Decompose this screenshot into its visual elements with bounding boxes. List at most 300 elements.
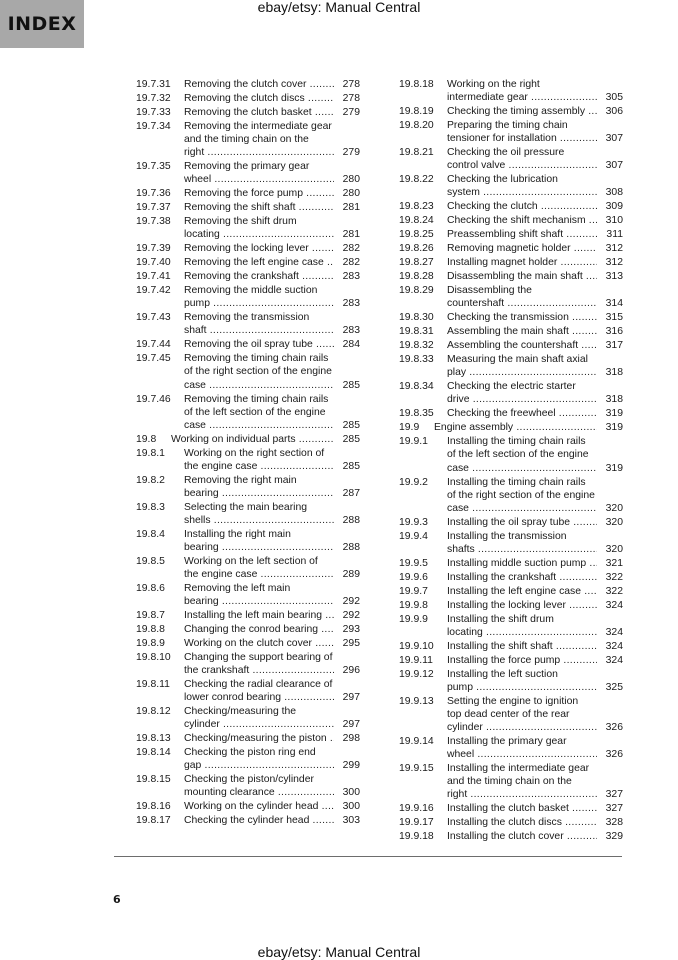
toc-entry-page: 312 [605, 257, 623, 269]
toc-entry-page: 283 [342, 271, 360, 283]
toc-entry-title-line: Checking the piston ring end [184, 747, 316, 759]
toc-entry-title-line: the crankshaft ..... [184, 664, 334, 677]
toc-entry [399, 353, 623, 379]
toc-entry-page: 322 [605, 571, 623, 583]
toc-entry-number: 19.8.11 [136, 679, 170, 691]
toc-entry-title-line: Checking the piston/cylinder [184, 774, 314, 786]
toc-entry [399, 571, 623, 584]
toc-entry-number: 19.7.35 [136, 161, 171, 173]
toc-entry [136, 501, 360, 527]
toc-entry-title-line: Installing the left main bearing ..... [184, 609, 334, 622]
toc-entry-page: 300 [342, 801, 360, 813]
toc-entry-title-line: case ..... [184, 419, 334, 432]
toc-entry-number: 19.7.32 [136, 92, 171, 104]
toc-entry-title-line: Removing the transmission [184, 312, 310, 324]
toc-entry-title-line: bearing ..... [184, 487, 334, 500]
toc-entry-page: 292 [342, 596, 360, 608]
toc-entry-number: 19.8.24 [399, 215, 434, 227]
toc-entry [136, 582, 360, 608]
toc-entry-title-line: locating ..... [447, 626, 597, 639]
toc-entry [136, 447, 360, 473]
toc-entry-page: 320 [605, 543, 623, 555]
toc-entry-number: 19.7.45 [136, 353, 171, 365]
toc-entry [399, 119, 623, 145]
toc-entry-title-line: intermediate gear ..... [447, 91, 597, 104]
toc-entry [136, 651, 360, 677]
toc-entry-number: 19.8.16 [136, 801, 171, 813]
toc-entry-title-line: Checking the shift mechanism ..... [447, 214, 597, 227]
toc-entry-page: 313 [605, 271, 623, 283]
toc-entry-page: 320 [605, 502, 623, 514]
toc-entry-title-line: of the left section of the engine [447, 449, 589, 461]
toc-entry [399, 735, 623, 761]
toc-entry-title-line: Removing the locking lever ..... [184, 242, 334, 255]
toc-entry-title-line: Removing the timing chain rails [184, 353, 329, 365]
toc-entry-title-line: Installing the right main [184, 528, 291, 540]
toc-entry-title-line: Removing the shift shaft ..... [184, 201, 334, 214]
toc-entry [399, 380, 623, 406]
toc-entry-number: 19.9.18 [399, 831, 434, 843]
toc-entry-number: 19.9.6 [399, 571, 428, 583]
toc-entry-number: 19.7.46 [136, 393, 171, 405]
toc-entry-number: 19.8.3 [136, 501, 165, 513]
toc-entry [399, 105, 623, 118]
toc-entry-page: 292 [342, 610, 360, 622]
toc-entry-title-line: cylinder ..... [184, 718, 334, 731]
toc-entry-number: 19.9 [399, 422, 420, 434]
toc-entry-page: 325 [605, 681, 623, 693]
toc-entry-title-line: Removing the force pump ..... [184, 187, 334, 200]
toc-entry [136, 528, 360, 554]
toc-entry-title-line: Checking the radial clearance of [184, 679, 333, 691]
toc-entry-title-line: and the timing chain on the [447, 776, 572, 788]
toc-entry-title-line: gap ..... [184, 759, 334, 772]
toc-entry-page: 281 [342, 229, 360, 241]
toc-entry-title-line: Checking the cylinder head ..... [184, 814, 334, 827]
toc-entry-title-line: Removing the clutch basket ..... [184, 106, 334, 119]
toc-entry-page: 285 [342, 379, 360, 391]
toc-entry-number: 19.7.36 [136, 188, 171, 200]
toc-entry [136, 160, 360, 186]
toc-entry-title-line: Checking the lubrication [447, 174, 558, 186]
toc-entry-page: 317 [605, 340, 623, 352]
toc-entry [136, 311, 360, 337]
toc-entry-title-line: Checking the transmission ..... [447, 311, 597, 324]
toc-entry-title-line: tensioner for installation ..... [447, 132, 597, 145]
toc-entry-title-line: mounting clearance ..... [184, 786, 334, 799]
toc-entry [399, 762, 623, 801]
toc-entry-title-line: Removing the timing chain rails [184, 393, 329, 405]
toc-entry-page: 289 [342, 569, 360, 581]
toc-entry [136, 623, 360, 636]
toc-column-left [136, 78, 360, 828]
toc-entry-number: 19.9.15 [399, 763, 434, 775]
toc-entry [136, 637, 360, 650]
toc-entry-page: 284 [342, 339, 360, 351]
toc-entry-title-line: Installing magnet holder ..... [447, 256, 597, 269]
toc-entry-title-line: Checking the electric starter [447, 381, 576, 393]
toc-entry-title-line: Removing magnetic holder ..... [447, 242, 597, 255]
toc-entry-title-line: Disassembling the [447, 285, 532, 297]
toc-entry-page: 309 [605, 201, 623, 213]
toc-entry [399, 516, 623, 529]
toc-entry [136, 705, 360, 731]
footer-divider [114, 856, 622, 857]
toc-entry-number: 19.8.19 [399, 106, 434, 118]
toc-entry [399, 816, 623, 829]
toc-entry-title-line: system ..... [447, 186, 597, 199]
toc-entry-page: 321 [605, 557, 623, 569]
toc-entry-title-line: bearing ..... [184, 541, 334, 554]
toc-entry-number: 19.8.9 [136, 638, 165, 650]
toc-entry-number: 19.9.4 [399, 530, 428, 542]
toc-entry-title-line: Setting the engine to ignition [447, 695, 579, 707]
toc-entry-title-line: countershaft ..... [447, 297, 597, 310]
toc-entry-page: 319 [605, 422, 623, 434]
toc-entry [136, 800, 360, 813]
toc-entry-page: 288 [342, 514, 360, 526]
toc-entry-page: 283 [342, 325, 360, 337]
toc-entry-number: 19.8.27 [399, 257, 434, 269]
toc-entry-title-line: Installing the intermediate gear [447, 763, 590, 775]
toc-entry-page: 298 [342, 733, 360, 745]
toc-entry [136, 773, 360, 799]
toc-entry-number: 19.8.6 [136, 583, 165, 595]
toc-entry-title-line: Installing the force pump ..... [447, 654, 597, 667]
toc-entry-page: 328 [605, 817, 623, 829]
toc-entry-number: 19.9.13 [399, 695, 434, 707]
toc-entry [136, 106, 360, 119]
toc-entry-title-line: Installing the clutch basket ..... [447, 802, 597, 815]
toc-entry-title-line: Installing the left suction [447, 668, 558, 680]
toc-entry-title-line: wheel ..... [184, 173, 334, 186]
toc-entry-page: 310 [605, 215, 623, 227]
toc-entry-number: 19.7.31 [136, 79, 171, 90]
toc-entry-number: 19.9.7 [399, 585, 428, 597]
toc-entry [399, 668, 623, 694]
toc-entry-number: 19.9.16 [399, 803, 434, 815]
toc-entry-title-line: play ..... [447, 366, 597, 379]
toc-entry-title-line: Working on the cylinder head ..... [184, 800, 334, 813]
toc-entry-number: 19.8.10 [136, 652, 171, 664]
toc-entry-number: 19.7.39 [136, 243, 171, 255]
toc-entry [399, 256, 623, 269]
toc-entry-title-line: Removing the primary gear [184, 161, 310, 173]
toc-entry-page: 307 [605, 133, 623, 145]
toc-column-right [399, 78, 623, 844]
toc-entry-title-line: Changing the support bearing of [184, 652, 333, 664]
toc-entry-page: 297 [342, 719, 360, 731]
toc-entry-number: 19.8.8 [136, 624, 165, 636]
toc-entry-title-line: Checking/measuring the piston ..... [184, 732, 334, 745]
toc-entry-title-line: shells ..... [184, 514, 334, 527]
toc-entry-page: 312 [605, 243, 623, 255]
toc-entry-page: 315 [605, 312, 623, 324]
toc-entry [136, 352, 360, 391]
toc-entry-number: 19.7.42 [136, 285, 171, 297]
toc-entry-number: 19.9.2 [399, 476, 428, 488]
toc-entry-page: 324 [605, 599, 623, 611]
toc-entry [136, 338, 360, 351]
toc-entry [399, 613, 623, 639]
toc-entry [399, 695, 623, 734]
toc-entry-page: 285 [342, 419, 360, 431]
toc-entry [136, 92, 360, 105]
toc-entry [399, 640, 623, 653]
toc-entry [136, 201, 360, 214]
toc-entry-page: 280 [342, 188, 360, 200]
toc-entry-number: 19.8.14 [136, 747, 171, 759]
toc-entry-number: 19.7.37 [136, 202, 171, 214]
toc-entry [399, 325, 623, 338]
toc-entry-title-line: Removing the right main [184, 474, 297, 486]
toc-entry-title-line: Installing the left engine case ..... [447, 585, 597, 598]
toc-entry-number: 19.8.29 [399, 285, 434, 297]
toc-entry-title-line: case ..... [447, 462, 597, 475]
toc-entry-number: 19.9.9 [399, 613, 428, 625]
toc-entry-number: 19.8.33 [399, 354, 434, 366]
toc-entry-title-line: of the right section of the engine [184, 366, 332, 378]
toc-entry-number: 19.8.5 [136, 555, 165, 567]
toc-entry [399, 530, 623, 556]
toc-entry-title-line: Assembling the countershaft ..... [447, 339, 597, 352]
toc-entry [399, 435, 623, 474]
toc-entry-page: 285 [342, 460, 360, 472]
toc-entry-title-line: Checking the oil pressure [447, 147, 565, 159]
toc-entry-title-line: wheel ..... [447, 748, 597, 761]
toc-entry [136, 814, 360, 827]
toc-entry [136, 242, 360, 255]
toc-entry-number: 19.8 [136, 433, 157, 445]
toc-entry-title-line: Changing the conrod bearing ..... [184, 623, 334, 636]
toc-entry-title-line: Installing the clutch discs ..... [447, 816, 597, 829]
toc-entry-title-line: and the timing chain on the [184, 134, 309, 146]
toc-entry-number: 19.8.18 [399, 79, 434, 90]
toc-entry-page: 314 [605, 298, 623, 310]
toc-entry [399, 78, 623, 104]
toc-entry-title-line: case ..... [447, 502, 597, 515]
toc-entry [136, 746, 360, 772]
toc-entry [399, 339, 623, 352]
toc-entry [136, 187, 360, 200]
toc-entry-title-line: Engine assembly ..... [434, 421, 597, 434]
toc-entry [136, 732, 360, 745]
toc-entry-page: 296 [342, 665, 360, 677]
toc-entry-title-line: Removing the clutch cover ..... [184, 78, 334, 91]
toc-entry-title-line: Installing middle suction pump ..... [447, 557, 597, 570]
toc-entry-number: 19.8.25 [399, 229, 434, 241]
toc-entry-page: 282 [342, 243, 360, 255]
toc-entry-number: 19.8.32 [399, 340, 434, 352]
toc-entry-title-line: Installing the crankshaft ..... [447, 571, 597, 584]
toc-entry [399, 242, 623, 255]
toc-entry-title-line: Removing the intermediate gear [184, 120, 332, 132]
toc-entry-number: 19.7.33 [136, 106, 171, 118]
toc-entry-title-line: Installing the primary gear [447, 736, 567, 747]
toc-entry-number: 19.8.17 [136, 815, 171, 827]
toc-entry-number: 19.8.1 [136, 447, 165, 459]
toc-entry-title-line: Removing the crankshaft ..... [184, 270, 334, 283]
toc-entry-page: 311 [606, 229, 623, 241]
toc-entry-title-line: top dead center of the rear [447, 708, 570, 720]
toc-entry-title-line: Preparing the timing chain [447, 120, 568, 132]
toc-entry-number: 19.7.34 [136, 120, 171, 132]
toc-entry-number: 19.8.26 [399, 243, 434, 255]
toc-entry-page: 278 [342, 79, 360, 90]
toc-entry [136, 284, 360, 310]
toc-entry-number: 19.8.28 [399, 271, 434, 283]
toc-entry-page: 297 [342, 692, 360, 704]
toc-entry-page: 307 [605, 160, 623, 172]
toc-entry-title-line: the engine case ..... [184, 460, 334, 473]
toc-entry-page: 281 [342, 202, 360, 214]
toc-entry-title-line: Installing the shift shaft ..... [447, 640, 597, 653]
toc-entry-number: 19.9.5 [399, 557, 428, 569]
toc-entry [136, 256, 360, 269]
toc-entry [136, 215, 360, 241]
toc-entry [399, 476, 623, 515]
toc-entry-page: 279 [342, 147, 360, 159]
toc-entry-page: 293 [342, 624, 360, 636]
toc-entry-title-line: Working on the right section of [184, 447, 325, 459]
toc-entry-title-line: the engine case ..... [184, 568, 334, 581]
toc-entry-number: 19.8.20 [399, 120, 434, 132]
toc-entry [136, 555, 360, 581]
toc-entry-title-line: Selecting the main bearing [184, 501, 308, 513]
toc-entry-page: 300 [342, 787, 360, 799]
toc-entry [399, 228, 623, 241]
toc-entry-number: 19.8.7 [136, 610, 165, 622]
toc-entry-number: 19.8.22 [399, 174, 434, 186]
toc-entry-number: 19.9.12 [399, 668, 434, 680]
toc-entry-number: 19.8.4 [136, 528, 165, 540]
toc-entry-title-line: Checking the timing assembly ..... [447, 105, 597, 118]
toc-entry-title-line: Measuring the main shaft axial [447, 354, 588, 366]
toc-entry [399, 557, 623, 570]
toc-entry-number: 19.7.43 [136, 312, 171, 324]
toc-entry-page: 285 [342, 433, 360, 445]
toc-entry-page: 299 [342, 760, 360, 772]
toc-entry-title-line: case ..... [184, 379, 334, 392]
toc-entry-page: 280 [342, 174, 360, 186]
toc-entry-number: 19.7.41 [136, 271, 171, 283]
toc-entry-title-line: Working on the left section of [184, 555, 318, 567]
toc-entry-number: 19.9.3 [399, 516, 428, 528]
toc-entry [136, 474, 360, 500]
toc-entry-title-line: Removing the oil spray tube ..... [184, 338, 334, 351]
toc-entry-title-line: control valve ..... [447, 159, 597, 172]
toc-entry-page: 279 [342, 106, 360, 118]
toc-entry-page: 329 [605, 831, 623, 843]
toc-entry-page: 322 [605, 585, 623, 597]
toc-entry [399, 173, 623, 199]
toc-entry-page: 327 [605, 803, 623, 815]
toc-entry-title-line: Checking the clutch ..... [447, 200, 597, 213]
toc-entry-number: 19.8.2 [136, 474, 165, 486]
toc-entry-title-line: Working on the right [447, 79, 540, 90]
toc-entry-title-line: of the right section of the engine [447, 489, 595, 501]
toc-entry-title-line: lower conrod bearing ..... [184, 691, 334, 704]
toc-entry [399, 311, 623, 324]
toc-entry-number: 19.9.14 [399, 736, 434, 747]
toc-entry-page: 319 [605, 408, 623, 420]
toc-entry-title-line: Installing the oil spray tube ..... [447, 516, 597, 529]
toc-entry-title-line: Checking the freewheel ..... [447, 407, 597, 420]
toc-entry-number: 19.8.12 [136, 706, 171, 718]
toc-entry-title-line: Removing the shift drum [184, 216, 297, 228]
toc-entry-title-line: Disassembling the main shaft ..... [447, 270, 597, 283]
toc-entry-page: 287 [342, 487, 360, 499]
toc-entry [399, 214, 623, 227]
toc-entry-title-line: Installing the clutch cover ..... [447, 830, 597, 843]
toc-entry [136, 78, 360, 91]
toc-entry-number: 19.9.17 [399, 817, 434, 829]
toc-entry-number: 19.8.30 [399, 312, 434, 324]
toc-entry-title-line: Working on the clutch cover ..... [184, 637, 334, 650]
toc-entry [399, 802, 623, 815]
toc-entry-page: 324 [605, 626, 623, 638]
toc-entry-number: 19.9.8 [399, 599, 428, 611]
toc-entry [136, 678, 360, 704]
toc-entry-number: 19.7.44 [136, 339, 171, 351]
toc-section-heading [399, 421, 623, 434]
toc-section-heading [136, 433, 360, 446]
toc-entry-page: 282 [342, 257, 360, 269]
toc-entry-number: 19.8.31 [399, 326, 434, 338]
toc-entry-page: 318 [605, 367, 623, 379]
toc-entry [136, 609, 360, 622]
toc-entry-number: 19.8.35 [399, 408, 434, 420]
toc-entry-title-line: shafts ..... [447, 543, 597, 556]
toc-entry-title-line: Removing the left engine case ..... [184, 256, 334, 269]
toc-entry-title-line: pump ..... [184, 297, 334, 310]
toc-entry-title-line: shaft ..... [184, 324, 334, 337]
toc-entry-title-line: Removing the left main [184, 583, 291, 595]
toc-entry-page: 319 [605, 462, 623, 474]
toc-entry-page: 327 [605, 789, 623, 801]
watermark-top: ebay/etsy: Manual Central [257, 0, 421, 15]
watermark-bottom: ebay/etsy: Manual Central [257, 944, 421, 960]
toc-entry-number: 19.9.1 [399, 436, 428, 448]
toc-entry [399, 200, 623, 213]
toc-entry-title-line: drive ..... [447, 393, 597, 406]
toc-entry [399, 830, 623, 843]
toc-entry-page: 320 [605, 516, 623, 528]
toc-entry-number: 19.9.10 [399, 640, 434, 652]
toc-entry-number: 19.8.13 [136, 733, 171, 745]
toc-entry-title-line: Removing the middle suction [184, 285, 318, 297]
toc-entry-title-line: Installing the timing chain rails [447, 436, 586, 448]
page-number: 6 [113, 893, 121, 906]
toc-entry-page: 303 [342, 815, 360, 827]
toc-entry-title-line: Removing the clutch discs ..... [184, 92, 334, 105]
toc-entry-title-line: bearing ..... [184, 595, 334, 608]
toc-entry-number: 19.7.38 [136, 216, 171, 228]
toc-entry [136, 270, 360, 283]
index-tab-label: INDEX [7, 13, 77, 35]
toc-entry [399, 270, 623, 283]
toc-entry-title-line: right ..... [447, 788, 597, 801]
toc-entry [136, 393, 360, 432]
toc-entry-page: 324 [605, 654, 623, 666]
toc-entry-page: 278 [342, 92, 360, 104]
toc-entry-number: 19.8.15 [136, 774, 171, 786]
toc-entry-title-line: of the left section of the engine [184, 406, 326, 418]
toc-entry-title-line: Working on individual parts ..... [171, 433, 334, 446]
toc-entry-title-line: Checking/measuring the [184, 706, 297, 718]
toc-entry [399, 599, 623, 612]
toc-entry-page: 288 [342, 542, 360, 553]
